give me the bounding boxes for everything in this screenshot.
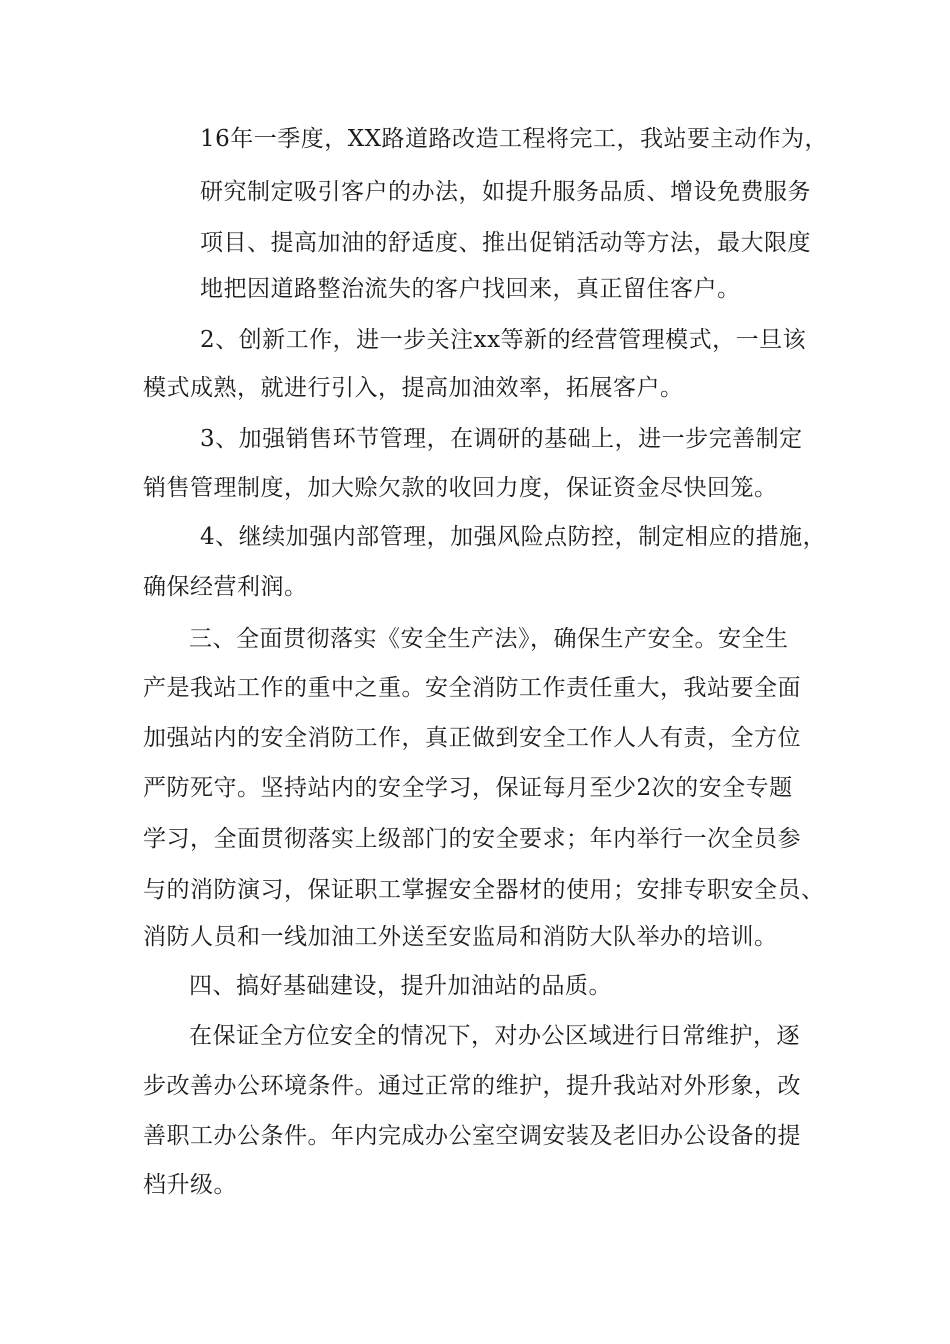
text-line: 模式成熟，就进行引入，提高加油效率，拓展客户。 — [143, 375, 684, 401]
text-line: 学习，全面贯彻落实上级部门的安全要求；年内举行一次全员参 — [143, 826, 801, 852]
text-line: 研究制定吸引客户的办法，如提升服务品质、增设免费服务 — [200, 179, 811, 205]
text-line: 项目、提高加油的舒适度、推出促销活动等方法，最大限度 — [200, 230, 811, 256]
text-line: 善职工办公条件。年内完成办公室空调安装及老旧办公设备的提 — [143, 1123, 801, 1149]
text-line: 确保经营利润。 — [143, 574, 308, 600]
text-line: 16年一季度，XX路道路改造工程将完工，我站要主动作为， — [200, 126, 829, 152]
text-line: 产是我站工作的重中之重。安全消防工作责任重大，我站要全面 — [143, 675, 801, 701]
text-line: 档升级。 — [143, 1172, 237, 1198]
text-line: 4、继续加强内部管理，加强风险点防控，制定相应的措施， — [200, 524, 827, 550]
text-line: 2、创新工作，进一步关注xx等新的经营管理模式，一旦该 — [200, 327, 807, 353]
text-line: 与的消防演习，保证职工掌握安全器材的使用；安排专职安全员、 — [143, 877, 825, 903]
text-line: 加强站内的安全消防工作，真正做到安全工作人人有责，全方位 — [143, 725, 801, 751]
text-line: 三、全面贯彻落实《安全生产法》，确保生产安全。安全生 — [189, 626, 789, 652]
text-line: 步改善办公环境条件。通过正常的维护，提升我站对外形象，改 — [143, 1073, 801, 1099]
text-line: 地把因道路整治流失的客户找回来，真正留住客户。 — [200, 276, 741, 302]
text-line: 在保证全方位安全的情况下，对办公区域进行日常维护，逐 — [189, 1023, 800, 1049]
text-line: 消防人员和一线加油工外送至安监局和消防大队举办的培训。 — [143, 924, 778, 950]
text-line: 3、加强销售环节管理，在调研的基础上，进一步完善制定 — [200, 426, 803, 452]
text-line: 严防死守。坚持站内的安全学习，保证每月至少2次的安全专题 — [143, 775, 793, 801]
text-line: 四、搞好基础建设，提升加油站的品质。 — [189, 973, 612, 999]
text-line: 销售管理制度，加大赊欠款的收回力度，保证资金尽快回笼。 — [143, 475, 778, 501]
